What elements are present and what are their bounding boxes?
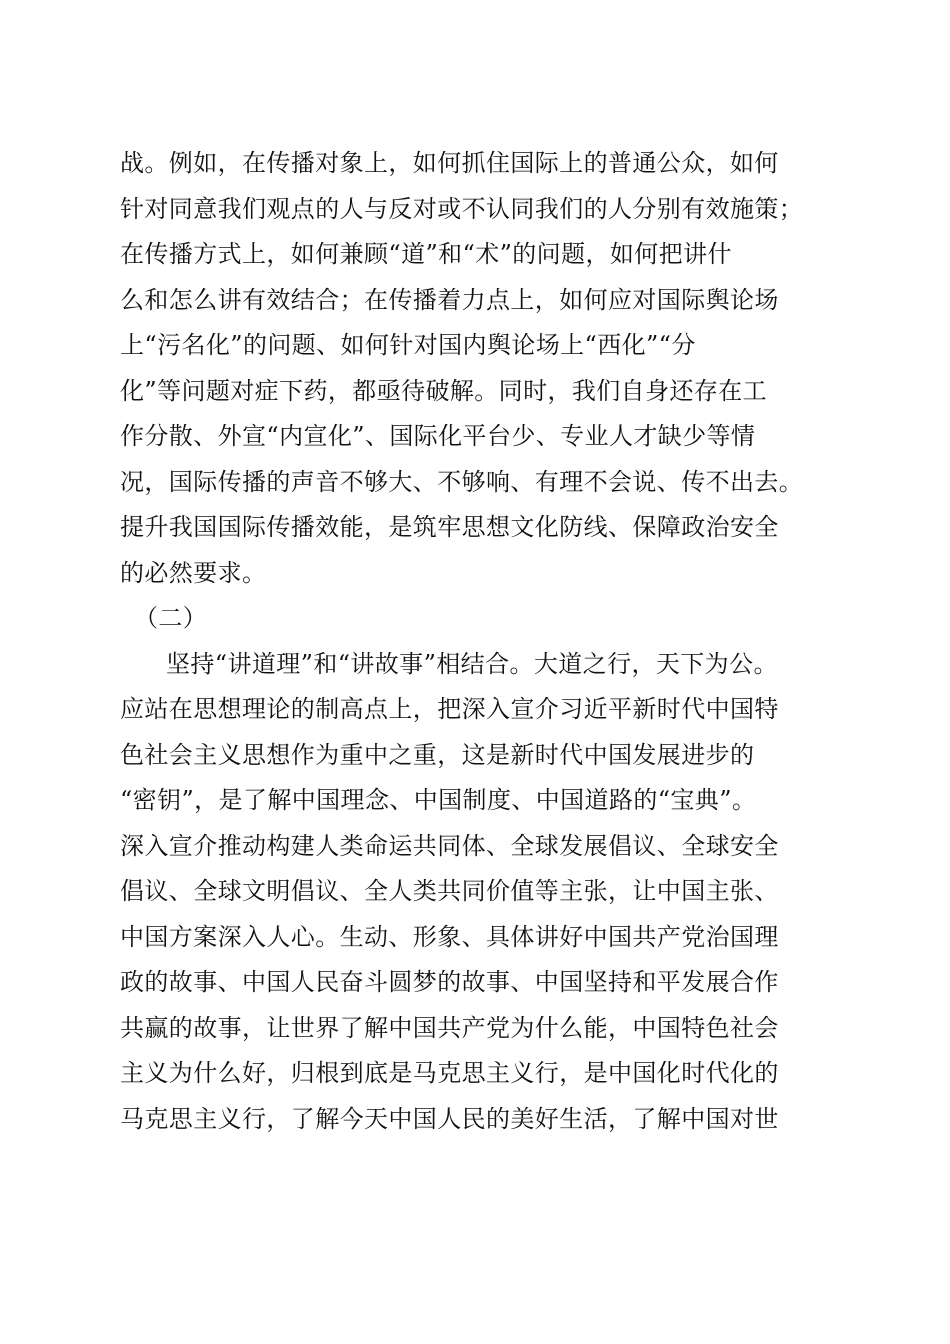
text-line: “密钥”，是了解中国理念、中国制度、中国道路的“宝典”。 — [120, 786, 757, 814]
text-line: 么和怎么讲有效结合；在传播着力点上，如何应对国际舆论场 — [120, 285, 779, 314]
text-line: 的必然要求。 — [120, 558, 267, 587]
text-line: 深入宣介推动构建人类命运共同体、全球发展倡议、全球安全 — [120, 831, 779, 860]
text-line: 色社会主义思想作为重中之重，这是新时代中国发展进步的 — [120, 740, 755, 769]
text-line: 中国方案深入人心。生动、形象、具体讲好中国共产党治国理 — [120, 922, 779, 951]
text-line: 坚持“讲道理”和“讲故事”相结合。大道之行，天下为公。 — [166, 649, 778, 678]
text-line: 况，国际传播的声音不够大、不够响、有理不会说、传不出去。 — [120, 467, 804, 496]
document-body — [120, 141, 832, 1142]
text-line: 政的故事、中国人民奋斗圆梦的故事、中国坚持和平发展合作 — [120, 968, 779, 996]
text-line: 化”等问题对症下药，都亟待破解。同时，我们自身还存在工 — [120, 376, 768, 405]
text-line: 作分散、外宣“内宣化”、国际化平台少、专业人才缺少等情 — [120, 422, 756, 450]
text-line: 应站在思想理论的制高点上，把深入宣介习近平新时代中国特 — [120, 695, 779, 723]
text-line: 马克思主义行，了解今天中国人民的美好生活，了解中国对世 — [120, 1104, 779, 1133]
section-heading: （二） — [134, 604, 208, 632]
text-line: 针对同意我们观点的人与反对或不认同我们的人分别有效施策； — [120, 194, 804, 223]
text-line: 在传播方式上，如何兼顾“道”和“术”的问题，如何把讲什 — [120, 240, 732, 268]
text-line: 提升我国国际传播效能，是筑牢思想文化防线、保障政治安全 — [120, 513, 779, 541]
text-line: 主义为什么好，归根到底是马克思主义行，是中国化时代化的 — [120, 1059, 779, 1087]
text-line: 倡议、全球文明倡议、全人类共同价值等主张，让中国主张、 — [120, 877, 779, 905]
text-line: 战。例如，在传播对象上，如何抓住国际上的普通公众，如何 — [120, 149, 779, 177]
text-line: 上“污名化”的问题、如何针对国内舆论场上“西化”“分 — [120, 331, 696, 359]
text-line: 共赢的故事，让世界了解中国共产党为什么能，中国特色社会 — [120, 1013, 779, 1042]
